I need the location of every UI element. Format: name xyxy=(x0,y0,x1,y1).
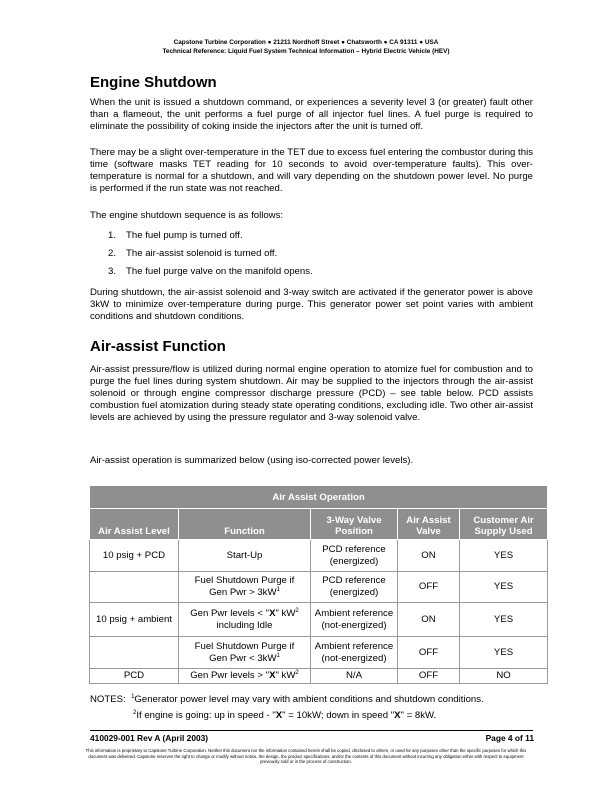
note-1 xyxy=(90,694,484,706)
paragraph-over-temperature: There may be a slight over-temperature in the TET due to excess fuel entering the combustor during this time (software masks TET reading for 10 seconds to avoid over-temperature faults). This over-temperature is normal for a shutdown, and will vary depending on the shutdown power level. No purge is performed if the run state was not reached. xyxy=(90,147,533,194)
cell-function xyxy=(179,572,311,603)
header-text: Position xyxy=(335,526,373,537)
cell-level: PCD xyxy=(90,669,179,684)
table-row xyxy=(90,603,548,637)
cell-text: PCD reference xyxy=(322,543,386,555)
header-reference-line: Technical Reference: Liquid Fuel System Technical Information – Hybrid Electric Vehicle (HEV) xyxy=(162,48,450,55)
header-text: Air Assist xyxy=(406,515,451,526)
cell-text: Ambient reference xyxy=(314,640,394,652)
cell-function xyxy=(179,637,311,669)
footer-document-number: 410029-001 Rev A (April 2003) xyxy=(90,733,209,743)
note-text: X xyxy=(275,710,283,721)
cell-supply: YES xyxy=(460,603,548,637)
cell-position xyxy=(311,603,398,637)
list-item xyxy=(90,266,313,284)
cell-text: Gen Pwr < 3kW xyxy=(209,652,277,664)
list-text: The fuel pump is turned off. xyxy=(126,230,243,241)
paragraph-shutdown-intro: When the unit is issued a shutdown command, or experiences a severity level 3 (or greater) fault other than a flameout, the unit performs a fuel purge of all injector fuel lines. A fuel purge is required to eliminate the possibility of coking inside the injectors after the unit is turned off. xyxy=(90,97,533,132)
paragraph-shutdown-power: During shutdown, the air-assist solenoid and 3-way switch are activated if the generator power is above 3kW to minimize over-temperature during purge. This generator power set point varies with ambient conditions and shutdown conditions. xyxy=(90,287,533,322)
table-row xyxy=(90,669,548,684)
cell-text: " kW xyxy=(275,607,296,619)
list-text: The fuel purge valve on the manifold opens. xyxy=(126,266,313,277)
footnote-marker: 2 xyxy=(295,669,299,676)
cell-text: Gen Pwr levels < " xyxy=(190,607,270,619)
list-text: The air-assist solenoid is turned off. xyxy=(126,248,278,259)
heading-engine-shutdown: Engine Shutdown xyxy=(90,74,217,91)
cell-text: Fuel Shutdown Purge if xyxy=(194,575,295,586)
column-header-air-valve xyxy=(398,509,460,540)
column-header-3way-valve xyxy=(311,509,398,540)
cell-text: (energized) xyxy=(329,555,379,567)
cell-valve: ON xyxy=(398,603,460,637)
footer-divider xyxy=(90,730,533,731)
footnote-marker: 2 xyxy=(295,607,299,614)
cell-function xyxy=(179,669,311,684)
cell-text: Gen Pwr levels > " xyxy=(190,670,270,681)
paragraph-air-assist-intro: Air-assist pressure/flow is utilized during normal engine operation to atomize fuel for combustion and to purge the fuel lines during system shutdown. Air may be supplied to the injectors through the air-assist solenoid or through engine compressor discharge pressure (PCD) – see table below. PCD assists combustion fuel atomization during steady state operating conditions, excluding idle. Two other air-assist levels are achieved by using the pressure regulator and 3-way solenoid valve. xyxy=(90,364,533,423)
note-text: " = 10kW; down in speed " xyxy=(282,710,395,721)
air-assist-table xyxy=(89,485,548,684)
cell-text: Fuel Shutdown Purge if xyxy=(194,640,295,652)
footnote-marker: 1 xyxy=(276,652,280,659)
cell-valve: OFF xyxy=(398,572,460,603)
list-item xyxy=(90,230,313,248)
header-text: Customer Air xyxy=(473,515,534,526)
cell-text: (energized) xyxy=(329,587,379,598)
cell-valve: ON xyxy=(398,540,460,572)
cell-level xyxy=(90,637,179,669)
note-text: X xyxy=(394,710,401,721)
cell-level: 10 psig + PCD xyxy=(90,540,179,572)
cell-supply: NO xyxy=(460,669,548,684)
cell-supply: YES xyxy=(460,540,548,572)
column-header-function: Function xyxy=(179,509,311,540)
column-header-level: Air Assist Level xyxy=(90,509,179,540)
table-title: Air Assist Operation xyxy=(90,486,548,509)
footnote-marker: 1 xyxy=(131,693,135,700)
paragraph-air-assist-summary: Air-assist operation is summarized below (using iso-corrected power levels). xyxy=(90,455,414,466)
cell-text: X xyxy=(269,607,276,619)
cell-supply: YES xyxy=(460,637,548,669)
cell-function xyxy=(179,603,311,637)
footer-legal-notice: This information is proprietary to Capstone Turbine Corporation. Neither this document nor the information contained herein shall be copied, disclosed to others, or used for any purposes other than the specific purposes for which this document was delivered. Capstone reserves the right to change or modify without notice, the design, the product specifications, and/or the contents of this document without incurring any obligation either with respect to equipment previously sold or in the process of construction. xyxy=(85,748,527,765)
header-company-line: Capstone Turbine Corporation ● 21211 Nordhoff Street ● Chatsworth ● CA 91311 ● USA xyxy=(173,39,439,46)
cell-text: " kW xyxy=(275,670,296,681)
cell-level xyxy=(90,572,179,603)
cell-text: (not-energized) xyxy=(321,619,387,631)
cell-text: Gen Pwr > 3kW xyxy=(209,587,277,598)
column-header-customer-air xyxy=(460,509,548,540)
cell-function: Start-Up xyxy=(179,540,311,572)
list-number: 1. xyxy=(108,230,117,241)
cell-position xyxy=(311,572,398,603)
footer-page-number: Page 4 of 11 xyxy=(485,733,534,743)
cell-level: 10 psig + ambient xyxy=(90,603,179,637)
list-number: 2. xyxy=(108,248,117,259)
cell-text: (not-energized) xyxy=(321,652,387,664)
cell-valve: OFF xyxy=(398,637,460,669)
note-text: If engine is going: up in speed - " xyxy=(136,710,276,721)
shutdown-sequence-list xyxy=(90,230,313,284)
note-text: Generator power level may vary with ambient conditions and shutdown conditions. xyxy=(134,694,484,705)
list-number: 3. xyxy=(108,266,117,277)
table-row xyxy=(90,540,548,572)
note-text: " = 8kW. xyxy=(400,710,437,721)
cell-text: Ambient reference xyxy=(314,607,394,619)
cell-position xyxy=(311,637,398,669)
cell-valve: OFF xyxy=(398,669,460,684)
cell-supply: YES xyxy=(460,572,548,603)
list-item xyxy=(90,248,313,266)
notes-label: NOTES: xyxy=(90,694,126,705)
header-text: 3-Way Valve xyxy=(326,515,382,526)
footnote-marker: 1 xyxy=(276,586,280,593)
note-2 xyxy=(133,710,436,722)
paragraph-sequence-intro: The engine shutdown sequence is as follows: xyxy=(90,210,284,221)
cell-position: N/A xyxy=(311,669,398,684)
cell-position xyxy=(311,540,398,572)
table-row xyxy=(90,572,548,603)
heading-air-assist: Air-assist Function xyxy=(90,338,226,355)
cell-text: X xyxy=(269,670,276,681)
header-text: Supply Used xyxy=(474,526,533,537)
cell-text: including Idle xyxy=(216,619,273,631)
footnote-marker: 2 xyxy=(133,709,137,716)
header-text: Valve xyxy=(416,526,441,537)
table-row xyxy=(90,637,548,669)
cell-text: PCD reference xyxy=(322,575,386,586)
